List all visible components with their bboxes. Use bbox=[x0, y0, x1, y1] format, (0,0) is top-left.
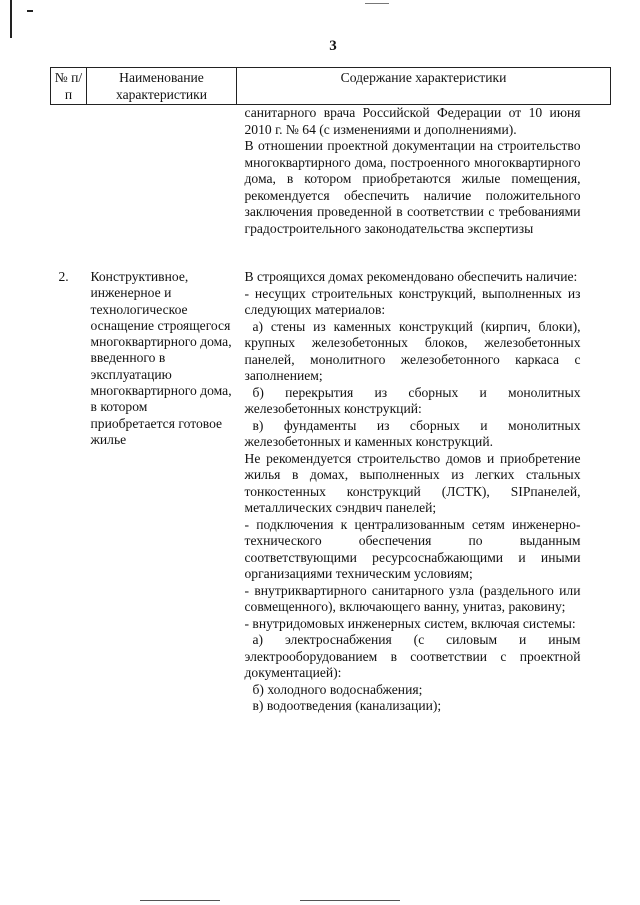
content-paragraph: в) водоотведения (канализации); bbox=[252, 698, 442, 713]
row-number: 2. bbox=[58, 269, 69, 284]
row-number bbox=[51, 105, 87, 238]
content-paragraph: б) холодного водоснабжения; bbox=[252, 681, 423, 697]
content-paragraph: - внутридомовых инженерных систем, включая системы: bbox=[244, 615, 576, 631]
content-paragraph: - несущих строительных конструкций, выполненных из следующих материалов: bbox=[244, 285, 581, 317]
content-paragraph: санитарного врача Российской Федерации от 10 июня 2010 г. № 64 (с изменениями и дополнениями). bbox=[244, 105, 581, 137]
row-spacer bbox=[51, 237, 611, 269]
content-paragraph: б) перекрытия из сборных и монолитных железобетонных конструкций: bbox=[244, 384, 581, 416]
characteristics-table bbox=[50, 67, 611, 715]
content-paragraph: в) фундаменты из сборных и монолитных железобетонных и каменных конструкций. bbox=[244, 417, 581, 449]
row-name: Конструктивное, инженерное и технологическое оснащение строящегося многоквартирного дома, введенного в эксплуатацию многоквартирного дома, в котором приобретается готовое жилье bbox=[90, 269, 232, 447]
row-content bbox=[237, 105, 611, 238]
table-row bbox=[51, 269, 611, 715]
header-num: № п/п bbox=[51, 68, 87, 105]
row-content bbox=[237, 269, 611, 715]
page-number: 3 bbox=[329, 38, 337, 54]
scan-edge-left bbox=[140, 900, 220, 901]
content-paragraph: а) стены из каменных конструкций (кирпич, блоки), крупных железобетонных блоков, железобетонных панелей, монолитного железобетонного каркаса с заполнением; bbox=[244, 318, 581, 383]
table-header-row bbox=[51, 68, 611, 105]
scan-mark-left bbox=[10, 0, 12, 38]
content-paragraph: - внутриквартирного санитарного узла (раздельного или совмещенного), включающего ванну, унитаз, раковину; bbox=[244, 582, 581, 614]
content-paragraph: В строящихся домах рекомендовано обеспечить наличие: bbox=[244, 269, 578, 284]
header-name: Наименование характеристики bbox=[87, 68, 237, 105]
scan-edge-right bbox=[300, 900, 400, 901]
header-content: Содержание характеристики bbox=[237, 68, 611, 105]
scan-mark-top bbox=[365, 3, 389, 4]
content-paragraph: а) электроснабжения (с силовым и иным электрооборудованием в соответствии с проектной документацией): bbox=[244, 632, 581, 680]
scan-mark-dot bbox=[27, 10, 33, 12]
table-row bbox=[51, 105, 611, 238]
content-paragraph: Не рекомендуется строительство домов и приобретение жилья в домах, выполненных из легких стальных тонкостенных конструкций (ЛСТК), SIPпанелей, металлических сэндвич панелей; bbox=[244, 450, 581, 515]
row-name bbox=[87, 105, 237, 238]
content-paragraph: - подключения к централизованным сетям инженерно-технического обеспечения по выданным соответствующими ресурсоснабжающими и иными организациями техническим условиям; bbox=[244, 516, 581, 581]
content-paragraph: В отношении проектной документации на строительство многоквартирного дома, построенного многоквартирного дома, в котором приобретаются жилые помещения, рекомендуется обеспечить наличие положительного заключения проведенной в соответствии с требованиями градостроительного законодательства экспертизы bbox=[244, 138, 581, 236]
